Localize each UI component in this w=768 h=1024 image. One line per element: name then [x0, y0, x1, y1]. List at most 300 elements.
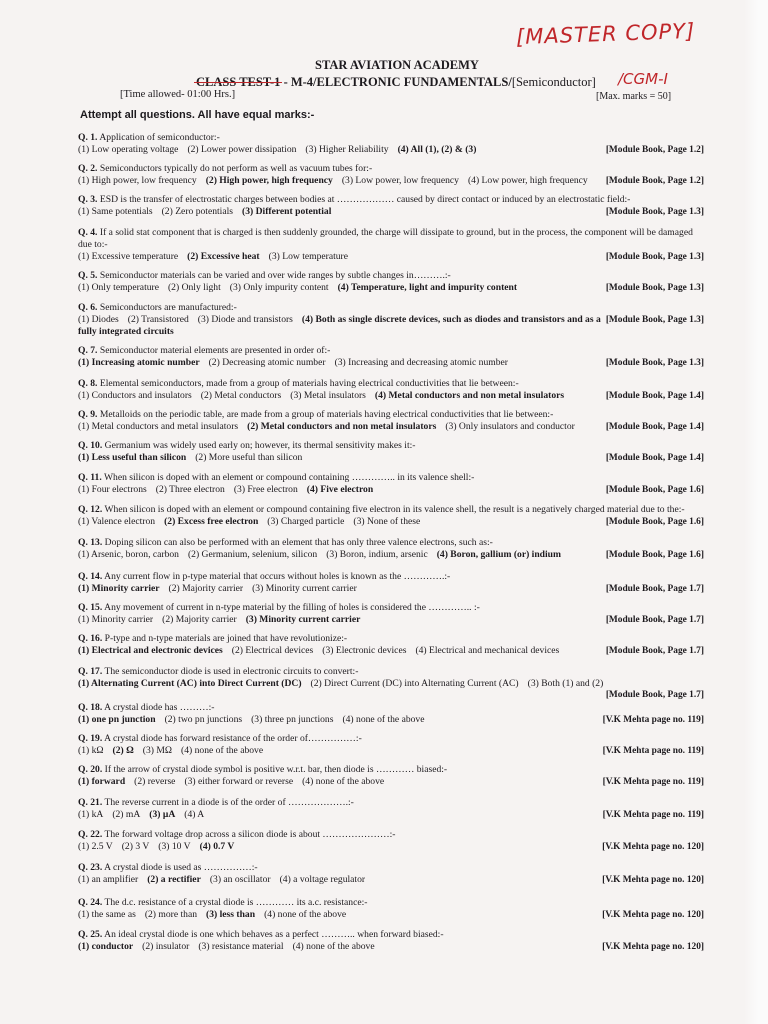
option-text: (4) 0.7 V	[199, 841, 235, 852]
answer-option-correct	[187, 251, 259, 262]
answer-option-correct	[206, 175, 333, 186]
option-text: (2) reverse	[134, 776, 176, 787]
question-stem: The reverse current in a diode is of the order of ……………….:-	[104, 797, 354, 808]
reference: [V.K Mehta page no. 119]	[602, 810, 704, 820]
option-text: (4) Metal conductors and non metal insulators	[374, 390, 565, 401]
answer-option	[198, 941, 283, 952]
answer-option-correct	[200, 841, 235, 852]
question-25	[78, 929, 704, 953]
answer-option	[169, 583, 244, 594]
question-16	[78, 633, 704, 657]
question-stem: The d.c. resistance of a crystal diode is ………… its a.c. resistance:-	[104, 897, 368, 908]
reference: [Module Book, Page 1.3]	[605, 358, 704, 368]
question-number: Q. 15.	[78, 602, 103, 613]
answer-option	[528, 678, 604, 689]
question-stem: Semiconductors typically do not perform as well as vacuum tubes for:-	[99, 163, 373, 174]
question-stem: Semiconductor materials can be varied and over wide ranges by subtle changes in……….:-	[99, 270, 451, 281]
question-stem: If the arrow of crystal diode symbol is positive w.r.t. bar, then diode is ………… biased:-	[104, 764, 448, 775]
answer-option	[201, 390, 281, 401]
option-text: (3) Metal insulators	[290, 390, 366, 401]
answer-option	[195, 452, 302, 463]
answer-option	[162, 614, 237, 625]
answer-option	[143, 745, 172, 756]
answer-option	[302, 776, 384, 787]
option-text: (4) none of the above	[264, 909, 347, 920]
answer-option	[112, 809, 140, 820]
answer-option-correct	[246, 614, 361, 625]
reference: [V.K Mehta page no. 120]	[602, 875, 704, 885]
option-text: (4) Boron, gallium (or) indium	[436, 549, 562, 560]
answer-option-correct	[149, 809, 175, 820]
question-text	[78, 409, 704, 421]
option-text: (3) Minority current carrier	[245, 614, 361, 625]
option-text: (1) conductor	[78, 941, 134, 952]
answer-option	[78, 516, 155, 527]
reference: [Module Book, Page 1.6]	[605, 485, 704, 495]
option-text: (4) Five electron	[306, 484, 374, 495]
answer-option	[267, 516, 344, 527]
question-text	[78, 302, 704, 314]
answer-option-correct	[78, 452, 186, 463]
question-11	[78, 472, 704, 496]
question-stem: Doping silicon can also be performed with an element that has only three valence electrons, such as:-	[104, 537, 493, 548]
answer-option	[78, 841, 113, 852]
reference: [Module Book, Page 1.2]	[605, 145, 704, 155]
time-allowed: [Time allowed- 01:00 Hrs.]	[120, 89, 236, 100]
question-stem: Germanium was widely used early on; however, its thermal sensitivity makes it:-	[104, 440, 416, 451]
reference: [V.K Mehta page no. 119]	[602, 715, 704, 725]
option-text: (2) More useful than silicon	[195, 452, 303, 463]
option-text: (2) High power, high frequency	[205, 175, 333, 186]
option-text: (3) μA	[149, 809, 176, 820]
option-text: (1) Electrical and electronic devices	[78, 645, 223, 656]
question-text	[78, 829, 704, 841]
reference: [Module Book, Page 1.7]	[605, 615, 704, 625]
question-number: Q. 21.	[78, 797, 103, 808]
reference: [Module Book, Page 1.3]	[605, 283, 704, 293]
option-text: (4) none of the above	[302, 776, 385, 787]
answer-option	[78, 175, 197, 186]
question-number: Q. 23.	[78, 862, 103, 873]
answer-option	[134, 776, 175, 787]
question-text	[78, 666, 704, 678]
question-text	[78, 929, 704, 941]
reference: [Module Book, Page 1.3]	[605, 207, 704, 217]
reference: [Module Book, Page 1.6]	[605, 517, 704, 527]
reference: [Module Book, Page 1.4]	[605, 453, 704, 463]
answer-option-correct	[113, 745, 134, 756]
answer-option-correct	[78, 776, 125, 787]
answer-option-correct	[247, 421, 436, 432]
option-text: (2) Transistored	[127, 314, 189, 325]
option-text: (3) Only insulators and conductor	[445, 421, 575, 432]
reference: [Module Book, Page 1.6]	[605, 550, 704, 560]
question-text	[78, 797, 704, 809]
option-text: (3) Higher Reliability	[305, 144, 389, 155]
answer-option	[78, 421, 238, 432]
question-text	[78, 270, 704, 282]
answer-option	[305, 144, 388, 155]
answer-option	[184, 809, 204, 820]
answer-option	[468, 175, 588, 186]
option-text: (2) Majority carrier	[162, 614, 237, 625]
answer-option	[209, 357, 326, 368]
option-text: (2) Excessive heat	[187, 251, 260, 262]
option-text: (3) either forward or reverse	[184, 776, 294, 787]
question-text	[78, 378, 704, 390]
option-text: (4) a voltage regulator	[279, 874, 366, 885]
answer-option	[311, 678, 519, 689]
reference: [Module Book, Page 1.7]	[605, 646, 704, 656]
question-22	[78, 829, 704, 853]
question-text	[78, 862, 704, 874]
max-marks: [Max. marks = 50]	[596, 91, 672, 102]
question-number: Q. 25.	[78, 929, 103, 940]
question-15	[78, 602, 704, 626]
option-text: (1) High power, low frequency	[78, 175, 197, 186]
answer-option-correct	[78, 678, 302, 689]
answer-option	[78, 614, 153, 625]
question-21	[78, 797, 704, 821]
option-text: (2) mA	[112, 809, 141, 820]
reference: [V.K Mehta page no. 119]	[602, 746, 704, 756]
question-number: Q. 13.	[78, 537, 103, 548]
answer-option	[78, 909, 136, 920]
option-text: (3) three pn junctions	[251, 714, 334, 725]
instruction: Attempt all questions. All have equal marks:-	[80, 109, 315, 121]
question-24	[78, 897, 704, 921]
question-text	[78, 440, 704, 452]
option-text: (4) All (1), (2) & (3)	[397, 144, 477, 155]
answer-option	[165, 714, 243, 725]
answer-option	[293, 941, 375, 952]
question-text	[78, 194, 704, 206]
answer-option	[78, 144, 178, 155]
question-stem: A crystal diode is used as ……………:-	[104, 862, 258, 873]
answer-option	[156, 484, 225, 495]
option-text: (4) Low power, high frequency	[467, 175, 588, 186]
answer-option	[230, 282, 329, 293]
option-text: (2) Excess free electron	[164, 516, 259, 527]
option-text: (3) Only impurity content	[229, 282, 329, 293]
reference: [Module Book, Page 1.7]	[605, 584, 704, 594]
answer-option	[78, 251, 178, 262]
question-text	[78, 897, 704, 909]
option-text: (1) Alternating Current (AC) into Direct Current (DC)	[78, 678, 302, 689]
question-stem: Any movement of current in n-type material by the filling of holes is considered the ………….. :-	[104, 602, 480, 613]
answer-option	[353, 516, 420, 527]
question-number: Q. 4.	[78, 227, 98, 238]
question-9	[78, 409, 704, 433]
option-text: (1) Arsenic, boron, carbon	[78, 549, 179, 560]
option-text: (3) Low temperature	[268, 251, 349, 262]
option-text: (1) Less useful than silicon	[78, 452, 187, 463]
master-copy-annotation: [MASTER COPY]	[515, 18, 696, 50]
reference: [Module Book, Page 1.2]	[605, 176, 704, 186]
option-text: (2) Metal conductors	[200, 390, 282, 401]
option-text: (3) Diode and transistors	[197, 314, 293, 325]
question-text	[78, 472, 704, 484]
question-text	[78, 702, 704, 714]
answer-option	[181, 745, 263, 756]
question-number: Q. 17.	[78, 666, 103, 677]
answer-option	[78, 745, 104, 756]
question-stem: ESD is the transfer of electrostatic charges between bodies at ……………… caused by direct contact or induced by an electrostatic field:-	[99, 194, 631, 205]
question-3	[78, 194, 704, 218]
answer-option	[342, 714, 424, 725]
question-stem: The semiconductor diode is used in electronic circuits to convert:-	[104, 666, 359, 677]
answer-option-correct	[78, 357, 200, 368]
question-14	[78, 571, 704, 595]
option-text: (3) less than	[206, 909, 256, 920]
option-text: (3) Low power, low frequency	[341, 175, 459, 186]
option-text: (4) none of the above	[181, 745, 264, 756]
option-text: (1) Valence electron	[78, 516, 156, 527]
reference: [Module Book, Page 1.7]	[605, 690, 704, 700]
option-text: (1) Increasing atomic number	[78, 357, 200, 368]
answer-option	[145, 909, 197, 920]
question-18	[78, 702, 704, 726]
answer-option	[252, 583, 357, 594]
option-text: (4) Temperature, light and impurity content	[337, 282, 518, 293]
option-text: (3) Electronic devices	[322, 645, 407, 656]
option-text: (1) one pn junction	[78, 714, 156, 725]
reference: [V.K Mehta page no. 120]	[602, 910, 704, 920]
answer-option	[142, 941, 189, 952]
answer-option	[210, 874, 271, 885]
answer-option	[188, 549, 317, 560]
option-text: (3) MΩ	[142, 745, 173, 756]
option-text: (1) Minority carrier	[78, 583, 160, 594]
question-number: Q. 18.	[78, 702, 103, 713]
answer-option	[280, 874, 366, 885]
option-text: (1) Minority carrier	[78, 614, 154, 625]
question-number: Q. 9.	[78, 409, 98, 420]
answer-option	[234, 484, 298, 495]
question-stem: Metalloids on the periodic table, are made from a group of materials having electrical conductivities that lie between:-	[99, 409, 554, 420]
answer-option	[128, 314, 189, 325]
option-text: (1) Conductors and insulators	[78, 390, 192, 401]
answer-option	[78, 549, 179, 560]
answer-option	[269, 251, 348, 262]
reference: [Module Book, Page 1.4]	[605, 422, 704, 432]
option-text: (1) Four electrons	[78, 484, 147, 495]
reference: [Module Book, Page 1.3]	[605, 315, 704, 325]
question-text	[78, 571, 704, 583]
question-text	[78, 345, 704, 357]
answer-option-correct	[78, 645, 223, 656]
option-text: (2) a rectifier	[147, 874, 201, 885]
answer-option	[264, 909, 346, 920]
answer-option	[335, 357, 508, 368]
question-stem: Any current flow in p-type material that occurs without holes is known as the ………….:-	[104, 571, 451, 582]
option-text: (2) insulator	[142, 941, 190, 952]
answer-option-correct	[78, 941, 133, 952]
question-number: Q. 16.	[78, 633, 103, 644]
answer-option-correct	[78, 714, 156, 725]
option-text: (3) 10 V	[158, 841, 191, 852]
answer-options	[78, 516, 578, 528]
question-text	[78, 633, 704, 645]
answer-option-correct	[437, 549, 561, 560]
answer-option	[78, 809, 103, 820]
question-number: Q. 11.	[78, 472, 102, 483]
answer-option	[158, 841, 190, 852]
option-text: (1) forward	[78, 776, 126, 787]
question-10	[78, 440, 704, 464]
question-text	[78, 764, 704, 776]
answer-option	[232, 645, 314, 656]
question-number: Q. 22.	[78, 829, 103, 840]
option-text: (3) Charged particle	[267, 516, 345, 527]
answer-option	[326, 549, 428, 560]
option-text: (3) Both (1) and (2)	[527, 678, 604, 689]
question-stem: An ideal crystal diode is one which behaves as a perfect ……….. when forward biased:-	[104, 929, 444, 940]
option-text: (1) Metal conductors and metal insulators	[78, 421, 239, 432]
question-stem: When silicon is doped with an element or compound containing ………….. in its valence shell:-	[103, 472, 475, 483]
answer-option-correct	[78, 583, 160, 594]
question-number: Q. 19.	[78, 733, 103, 744]
question-stem: When silicon is doped with an element or compound containing five electron in its valence shell, the result is a negatively charged material due to the:-	[104, 504, 685, 515]
answer-option-correct	[398, 144, 477, 155]
answer-option	[78, 314, 119, 325]
option-text: (2) 3 V	[121, 841, 150, 852]
question-text	[78, 537, 704, 549]
option-text: (4) Electrical and mechanical devices	[415, 645, 560, 656]
option-text: (2) Zero potentials	[161, 206, 234, 217]
reference: [Module Book, Page 1.3]	[605, 252, 704, 262]
option-text: (4) A	[184, 809, 205, 820]
option-text: (2) Metal conductors and non metal insulators	[247, 421, 437, 432]
question-stem: Elemental semiconductors, made from a group of materials having electrical conductivities that lie between:-	[99, 378, 519, 389]
option-text: (2) Lower power dissipation	[187, 144, 297, 155]
question-number: Q. 20.	[78, 764, 103, 775]
question-text	[78, 227, 704, 251]
question-number: Q. 3.	[78, 194, 98, 205]
reference: [V.K Mehta page no. 120]	[602, 842, 704, 852]
answer-option	[445, 421, 575, 432]
option-text: (2) Germanium, selenium, silicon	[187, 549, 318, 560]
answer-option-correct	[338, 282, 517, 293]
answer-option	[78, 484, 147, 495]
paper-edge	[744, 0, 768, 1024]
reference: [V.K Mehta page no. 119]	[602, 777, 704, 787]
handwritten-scribble: /CGM-I	[618, 70, 668, 88]
option-text: (1) kΩ	[78, 745, 104, 756]
answer-option	[162, 206, 233, 217]
question-stem: Application of semiconductor:-	[99, 132, 220, 143]
option-text: (1) Low operating voltage	[78, 144, 179, 155]
institution-name: STAR AVIATION ACADEMY	[315, 58, 479, 72]
answer-option-correct	[206, 909, 255, 920]
question-stem: A crystal diode has forward resistance of the order of……………:-	[104, 733, 362, 744]
option-text: (3) Minority current carrier	[252, 583, 357, 594]
option-text: (3) Different potential	[242, 206, 332, 217]
answer-option	[78, 206, 153, 217]
question-number: Q. 1.	[78, 132, 98, 143]
question-23	[78, 862, 704, 886]
answer-option	[187, 144, 296, 155]
option-text: (3) an oscillator	[209, 874, 271, 885]
question-7	[78, 345, 704, 369]
answer-option	[78, 390, 192, 401]
option-text: (4) none of the above	[342, 714, 425, 725]
question-stem: The forward voltage drop across a silicon diode is about …………………:-	[104, 829, 396, 840]
question-text	[78, 132, 704, 144]
question-number: Q. 5.	[78, 270, 98, 281]
answer-option	[415, 645, 559, 656]
question-number: Q. 12.	[78, 504, 103, 515]
question-19	[78, 733, 704, 757]
question-number: Q. 10.	[78, 440, 103, 451]
option-text: (2) Ω	[112, 745, 134, 756]
answer-option-correct	[375, 390, 564, 401]
question-text	[78, 602, 704, 614]
option-text: (2) Only light	[167, 282, 221, 293]
question-stem: If a solid stat component that is charged is then suddenly grounded, the charge will dissipate to ground, but in the process, the component will be damaged due to:-	[78, 227, 693, 250]
question-text	[78, 504, 704, 516]
answer-option	[342, 175, 459, 186]
question-number: Q. 14.	[78, 571, 103, 582]
exam-title	[196, 75, 596, 90]
option-text: (2) Direct Current (DC) into Alternating Current (AC)	[310, 678, 519, 689]
answer-options	[78, 314, 618, 338]
option-text: (4) Both as single discrete devices, such as diodes and transistors and as a fully integrated circuits	[78, 314, 601, 337]
question-17	[78, 666, 704, 700]
question-number: Q. 6.	[78, 302, 98, 313]
question-13	[78, 537, 704, 561]
answer-option-correct	[147, 874, 201, 885]
reference: [Module Book, Page 1.4]	[605, 391, 704, 401]
exam-title-text: - M-4/ELECTRONIC FUNDAMENTALS/	[280, 75, 512, 89]
option-text: (3) None of these	[353, 516, 421, 527]
question-1	[78, 132, 704, 156]
answer-option-correct	[164, 516, 258, 527]
question-number: Q. 8.	[78, 378, 98, 389]
answer-option	[290, 390, 366, 401]
option-text: (1) Excessive temperature	[78, 251, 179, 262]
question-stem: A crystal diode has ………:-	[104, 702, 215, 713]
option-text: (2) two pn junctions	[164, 714, 243, 725]
answer-option	[122, 841, 150, 852]
question-stem: P-type and n-type materials are joined that have revolutionize:-	[104, 633, 348, 644]
option-text: (1) the same as	[78, 909, 136, 920]
answer-option	[322, 645, 406, 656]
option-text: (2) Decreasing atomic number	[208, 357, 326, 368]
option-text: (1) 2.5 V	[78, 841, 113, 852]
exam-subject: [Semiconductor]	[511, 75, 596, 89]
question-text	[78, 163, 704, 175]
option-text: (4) none of the above	[292, 941, 375, 952]
answer-option	[78, 282, 159, 293]
question-stem: Semiconductors are manufactured:-	[99, 302, 237, 313]
reference: [V.K Mehta page no. 120]	[602, 942, 704, 952]
option-text: (1) Only temperature	[78, 282, 159, 293]
answer-option	[251, 714, 333, 725]
option-text: (2) Electrical devices	[231, 645, 314, 656]
question-number: Q. 7.	[78, 345, 98, 356]
option-text: (3) Free electron	[233, 484, 298, 495]
option-text: (2) more than	[144, 909, 198, 920]
question-20	[78, 764, 704, 788]
option-text: (1) kA	[78, 809, 104, 820]
answer-option-correct	[307, 484, 373, 495]
question-6	[78, 302, 704, 338]
option-text: (2) Majority carrier	[168, 583, 244, 594]
answer-option	[78, 874, 138, 885]
question-number: Q. 2.	[78, 163, 98, 174]
option-text: (2) Three electron	[155, 484, 225, 495]
